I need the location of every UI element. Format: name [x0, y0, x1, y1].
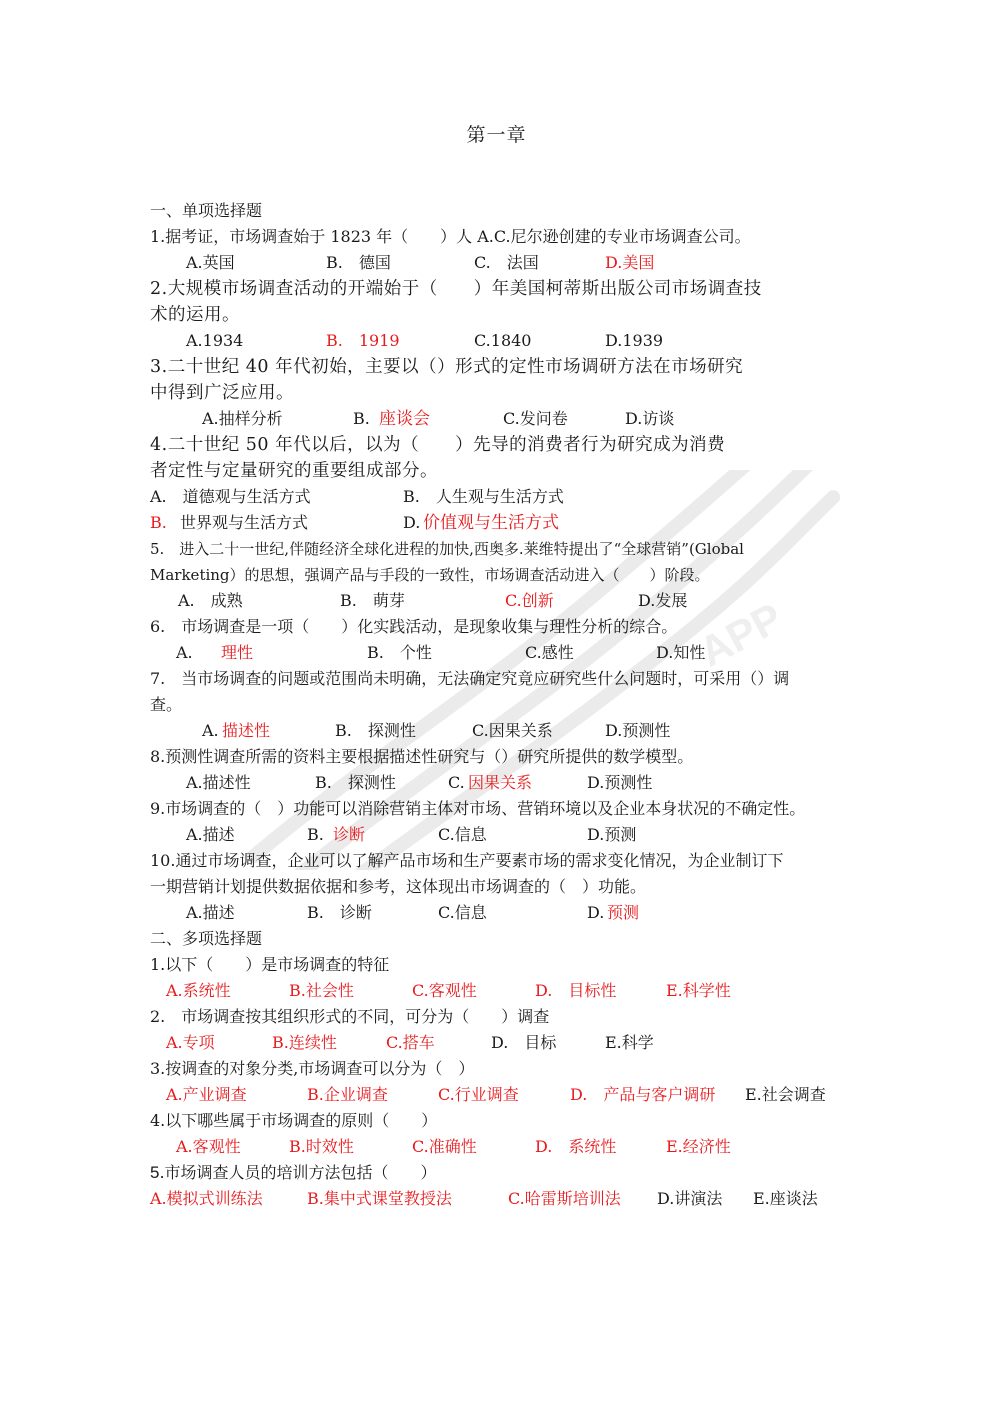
option-c: C.1840: [474, 331, 532, 350]
option-b-answer: B.时效性: [289, 1137, 354, 1156]
options-q4-row1: [150, 484, 850, 510]
option-b-letter: B.: [307, 825, 324, 844]
option-a-answer: A.客观性: [176, 1137, 241, 1156]
option-e: E.社会调查: [745, 1085, 826, 1104]
options-q1: [150, 250, 850, 276]
option-b: B. 探测性: [315, 773, 396, 792]
question-8: 8.预测性调查所需的资料主要根据描述性研究与（）研究所提供的数学模型。: [150, 747, 694, 766]
options-q3: [150, 406, 850, 432]
option-d-answer: 预测: [607, 903, 640, 922]
option-d-answer: D. 系统性: [535, 1137, 617, 1156]
option-c-answer: C.哈雷斯培训法: [508, 1189, 621, 1208]
options-m1: [150, 978, 850, 1004]
option-c: C.因果关系: [472, 721, 553, 740]
page-title: 第一章: [466, 124, 527, 146]
question-4-line1: 4.二十世纪 50 年代以后，以为（ ）先导的消费者行为研究成为消费: [150, 435, 726, 455]
question-10-line1: 10.通过市场调查，企业可以了解产品市场和生产要素市场的需求变化情况，为企业制订下: [150, 851, 784, 870]
option-e-answer: E.经济性: [666, 1137, 731, 1156]
option-c: 世界观与生活方式: [164, 513, 309, 532]
option-b-letter: B.: [353, 409, 370, 428]
option-a-answer: A.模拟式训练法: [150, 1189, 263, 1208]
question-3-line2: 中得到广泛应用。: [150, 383, 294, 403]
option-d: D.1939: [605, 331, 664, 350]
option-a-letter: A.: [176, 643, 193, 662]
option-a-letter: A.: [202, 721, 219, 740]
option-b-answer: B.社会性: [289, 981, 354, 1000]
options-q6: [150, 640, 850, 666]
option-b: B. 个性: [367, 643, 432, 662]
options-m5: [150, 1186, 850, 1212]
option-c-answer: C.搭车: [386, 1033, 435, 1052]
question-1: 1.据考证，市场调查始于 1823 年（ ）人 A.C.尼尔逊创建的专业市场调查公司。: [150, 227, 751, 246]
option-e: E.科学: [605, 1033, 654, 1052]
question-6: 6. 市场调查是一项（ ）化实践活动，是现象收集与理性分析的综合。: [150, 617, 678, 636]
options-m3: [150, 1082, 850, 1108]
option-c-answer: C.行业调查: [438, 1085, 519, 1104]
option-b: B. 萌芽: [340, 591, 405, 610]
options-q7: [150, 718, 850, 744]
option-a: A.抽样分析: [202, 409, 283, 428]
option-b: B. 人生观与生活方式: [403, 487, 564, 506]
options-q9: [150, 822, 850, 848]
multi-question-1: 1.以下（ ）是市场调查的特征: [150, 955, 390, 974]
option-a: A.1934: [186, 331, 244, 350]
option-a-answer: A.产业调查: [166, 1085, 247, 1104]
option-c-letter: C.: [448, 773, 465, 792]
option-c-letter: B.: [150, 513, 167, 532]
option-b-answer: B.集中式课堂教授法: [307, 1189, 452, 1208]
option-b: B. 德国: [326, 253, 391, 272]
option-a: A. 成熟: [178, 591, 243, 610]
option-a-answer: A.专项: [166, 1033, 215, 1052]
option-c-answer: C.客观性: [412, 981, 477, 1000]
watermark-text: APP: [691, 593, 790, 676]
multi-question-4: 4.以下哪些属于市场调查的原则（ ）: [150, 1111, 438, 1130]
option-b-answer: B.连续性: [272, 1033, 337, 1052]
option-d: D.知性: [656, 643, 706, 662]
question-number: 5: [150, 1163, 160, 1182]
option-c: C.信息: [438, 903, 487, 922]
option-b-answer: B.企业调查: [307, 1085, 388, 1104]
option-b: B. 探测性: [335, 721, 416, 740]
option-d: D.讲演法: [657, 1189, 723, 1208]
option-e-answer: E.科学性: [666, 981, 731, 1000]
options-q10: [150, 900, 850, 926]
options-m2: [150, 1030, 850, 1056]
question-4-line2: 者定性与定量研究的重要组成部分。: [150, 461, 438, 481]
option-d: D. 目标: [491, 1033, 557, 1052]
section-heading-single: 一、单项选择题: [150, 201, 263, 220]
option-c: C. 法国: [474, 253, 539, 272]
question-5-line1: 5. 进入二十一世纪,伴随经济全球化进程的加快,西奥多.莱维特提出了“全球营销”(Global: [150, 540, 744, 558]
question-5-line2: Marketing）的思想，强调产品与手段的一致性，市场调查活动进入（ ）阶段。: [150, 566, 710, 584]
option-a: A. 道德观与生活方式: [150, 487, 311, 506]
options-q5: [150, 588, 850, 614]
multi-question-3: 3.按调查的对象分类,市场调查可以分为（ ）: [150, 1059, 475, 1078]
options-q4-row2: [150, 510, 850, 536]
option-c: C.感性: [525, 643, 574, 662]
option-d-answer: D. 目标性: [535, 981, 617, 1000]
option-b-answer: 座谈会: [379, 409, 430, 429]
section-heading-multiple: 二、多项选择题: [150, 929, 263, 948]
option-d: D.预测性: [587, 773, 653, 792]
option-d: D.发展: [638, 591, 688, 610]
option-a-answer: 理性: [221, 643, 254, 662]
option-c-answer: C.创新: [505, 591, 554, 610]
multi-question-2: 2. 市场调查按其组织形式的不同，可分为（ ）调查: [150, 1007, 550, 1026]
option-a: A.英国: [186, 253, 235, 272]
option-a-answer: 描述性: [222, 721, 271, 740]
option-a: A.描述性: [186, 773, 251, 792]
option-a-answer: A.系统性: [166, 981, 231, 1000]
option-d: D.预测性: [605, 721, 671, 740]
options-q8: [150, 770, 850, 796]
question-text: .市场调查人员的培训方法包括（ ）: [159, 1163, 437, 1182]
question-9: 9.市场调查的（ ）功能可以消除营销主体对市场、营销环境以及企业本身状况的不确定性。: [150, 799, 806, 818]
option-a: A.描述: [186, 903, 235, 922]
option-d-letter: D.: [403, 513, 421, 532]
option-b-answer: 诊断: [333, 825, 366, 844]
option-c: C.发问卷: [503, 409, 568, 428]
question-2-line2: 术的运用。: [150, 305, 240, 325]
option-d-answer: D.美国: [605, 253, 655, 272]
option-d: D.访谈: [625, 409, 675, 428]
option-d-answer: D. 产品与客户调研: [570, 1085, 716, 1104]
options-m4: [150, 1134, 850, 1160]
question-7-line1: 7. 当市场调查的问题或范围尚未明确，无法确定究竟应研究些什么问题时，可采用（）调: [150, 669, 790, 688]
option-d: D.预测: [587, 825, 637, 844]
question-3-line1: 3.二十世纪 40 年代初始，主要以（）形式的定性市场调研方法在市场研究: [150, 357, 744, 377]
option-b-answer: B. 1919: [326, 331, 400, 350]
option-e: E.座谈法: [753, 1189, 818, 1208]
question-10-line2: 一期营销计划提供数据依据和参考，这体现出市场调查的（ ）功能。: [150, 877, 647, 896]
option-d-answer: 价值观与生活方式: [423, 513, 559, 533]
option-b: B. 诊断: [307, 903, 372, 922]
option-d-letter: D.: [587, 903, 605, 922]
option-c: C.信息: [438, 825, 487, 844]
options-q2: [150, 328, 850, 354]
question-2-line1: 2.大规模市场调查活动的开端始于（ ）年美国柯蒂斯出版公司市场调查技: [150, 279, 762, 299]
option-c-answer: C.准确性: [412, 1137, 477, 1156]
option-a: A.描述: [186, 825, 235, 844]
multi-question-5: [150, 1160, 850, 1186]
question-7-line2: 查。: [150, 695, 183, 714]
option-c-answer: 因果关系: [468, 773, 533, 792]
